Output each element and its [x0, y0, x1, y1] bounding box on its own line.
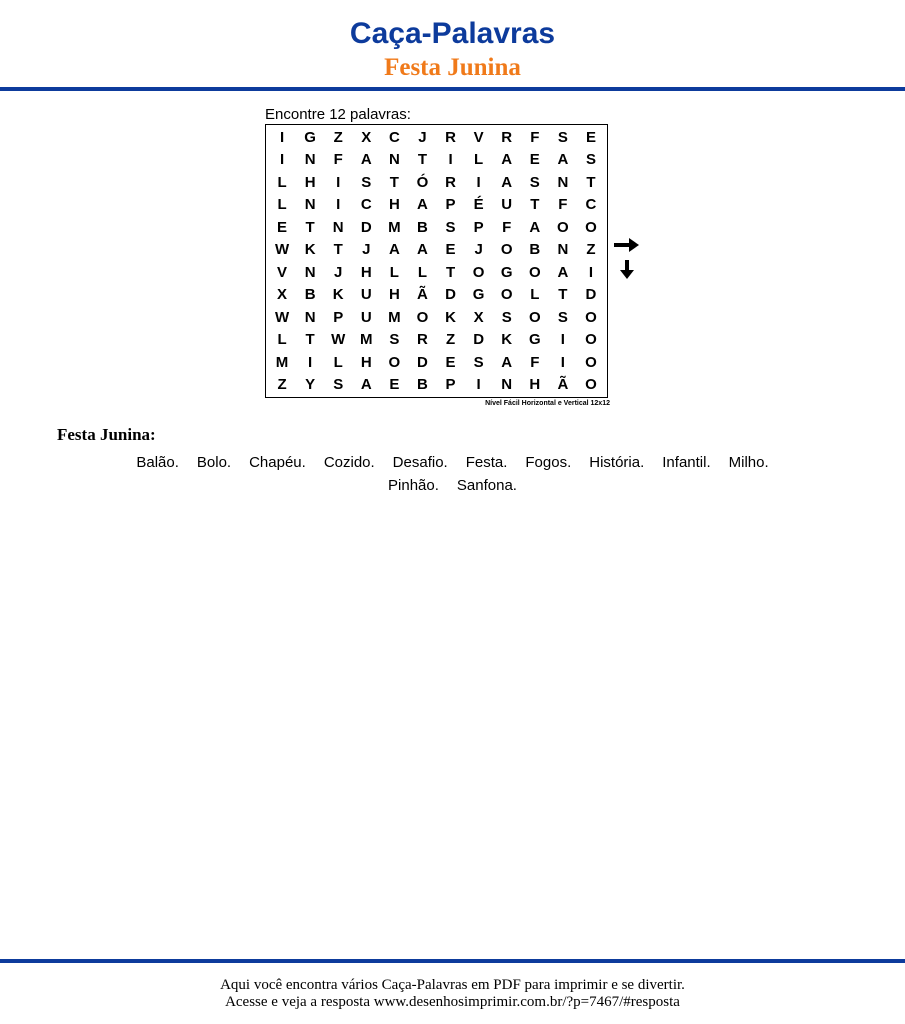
grid-cell: A	[557, 151, 569, 169]
grid-cell: K	[304, 241, 316, 259]
grid-cell: B	[304, 286, 316, 304]
grid-cell: T	[445, 263, 456, 281]
grid-cell: N	[304, 151, 316, 169]
grid-cell: N	[304, 196, 316, 214]
grid-cell: O	[585, 308, 597, 326]
grid-cell: L	[277, 173, 287, 191]
grid-cell: I	[308, 353, 313, 371]
grid-cell: B	[417, 218, 428, 236]
grid-cell: O	[528, 308, 541, 326]
grid-cell: I	[560, 353, 565, 371]
word-list-title: Festa Junina:	[57, 425, 156, 444]
grid-cell: K	[332, 286, 344, 304]
grid-cell: T	[530, 196, 540, 214]
grid-cell: I	[588, 263, 594, 281]
grid-cell: O	[388, 353, 401, 371]
grid-cell: U	[501, 196, 513, 214]
grid-cell: G	[472, 286, 485, 304]
word-item: Balão.	[136, 454, 179, 471]
page-title: Caça-Palavras	[349, 17, 556, 50]
grid-cell: S	[361, 173, 372, 191]
grid-cell: S	[529, 173, 540, 191]
grid-cell: F	[502, 218, 512, 236]
grid-cell: O	[528, 263, 541, 281]
grid-cell: C	[585, 196, 597, 214]
grid-cell: H	[304, 173, 316, 191]
word-list-line-1	[60, 451, 845, 474]
grid-cell: D	[417, 353, 428, 371]
page-subtitle: Festa Junina	[384, 54, 521, 81]
grid-cell: M	[388, 308, 401, 326]
grid-cell: I	[279, 151, 285, 169]
grid-cell: A	[501, 353, 513, 371]
grid-cell: J	[474, 241, 483, 259]
grid-cell: H	[388, 196, 400, 214]
footer-divider	[0, 959, 905, 963]
grid-cell: B	[529, 241, 541, 259]
grid-cell: U	[360, 308, 372, 326]
grid-cell: G	[500, 263, 513, 281]
grid-cell: T	[333, 241, 343, 259]
grid-cell: R	[501, 128, 513, 146]
grid-cell: H	[360, 263, 372, 281]
grid-cell: I	[279, 128, 285, 146]
grid-cell: E	[529, 151, 540, 169]
grid-cell: S	[473, 353, 484, 371]
grid-cell: N	[557, 173, 569, 191]
grid-cell: B	[417, 376, 428, 394]
grid-cell: Z	[586, 241, 596, 259]
grid-cell: W	[274, 308, 290, 326]
grid-cell: P	[445, 376, 456, 394]
grid-cell: S	[557, 128, 568, 146]
grid-cell: G	[304, 128, 316, 146]
grid-cell: S	[585, 151, 596, 169]
grid-cell: S	[501, 308, 512, 326]
grid-cell: R	[445, 128, 456, 146]
grid-cell: Z	[445, 331, 456, 349]
grid-cell: O	[557, 218, 569, 236]
grid-cell: C	[388, 128, 400, 146]
grid-cell: A	[417, 196, 428, 214]
grid-cell: J	[334, 263, 343, 281]
grid-cell: E	[445, 353, 456, 371]
grid-cell: H	[360, 353, 372, 371]
grid-cell: A	[501, 151, 513, 169]
grid-cell: L	[417, 263, 428, 281]
grid-cell: K	[445, 308, 456, 326]
grid-cell: A	[360, 376, 372, 394]
grid-cell: T	[586, 173, 596, 191]
grid-cell: T	[558, 286, 568, 304]
direction-arrows	[613, 236, 643, 280]
grid-cell: F	[333, 151, 343, 169]
grid-cell: F	[558, 196, 568, 214]
word-list	[60, 451, 845, 497]
grid-cell: N	[501, 376, 513, 394]
grid-cell: L	[277, 196, 287, 214]
puzzle-instruction: Encontre 12 palavras:	[265, 106, 411, 123]
grid-cell: N	[557, 241, 569, 259]
grid-cell: R	[445, 173, 456, 191]
grid-cell: S	[389, 331, 400, 349]
word-item: Festa.	[465, 454, 508, 471]
grid-cell: Z	[333, 128, 343, 146]
arrow-down-icon	[620, 260, 634, 279]
grid-cell: X	[277, 286, 288, 304]
grid-cell: C	[360, 196, 372, 214]
grid-cell: W	[331, 331, 346, 349]
grid-cell: T	[305, 218, 315, 236]
grid-cell: J	[362, 241, 371, 259]
word-item: Desafio.	[392, 454, 448, 471]
grid-cell: O	[472, 263, 485, 281]
grid-cell: E	[277, 218, 288, 236]
grid-cell: D	[360, 218, 372, 236]
grid-cell: Ã	[417, 286, 428, 304]
grid-cell: V	[473, 128, 484, 146]
word-item: Infantil.	[662, 454, 711, 471]
grid-cell: P	[445, 196, 456, 214]
footer-line-2: Acesse e veja a resposta www.desenhosimprimir.com.br/?p=7467/#resposta	[225, 994, 680, 1010]
grid-cell: T	[305, 331, 315, 349]
grid-cell: E	[445, 241, 456, 259]
word-item: História.	[589, 454, 645, 471]
word-item: Fogos.	[525, 454, 572, 471]
grid-cell: O	[585, 376, 597, 394]
header-divider	[0, 87, 905, 91]
word-item: Milho.	[728, 454, 769, 471]
grid-cell: O	[585, 353, 597, 371]
grid-cell: X	[473, 308, 484, 326]
grid-cell: O	[500, 241, 513, 259]
level-note: Nível Fácil Horizontal e Vertical 12x12	[485, 400, 610, 407]
grid-cell: L	[389, 263, 399, 281]
footer-line-1: Aqui você encontra vários Caça-Palavras em PDF para imprimir e se divertir.	[220, 977, 685, 993]
grid-cell: A	[417, 241, 428, 259]
grid-cell: Ó	[416, 173, 429, 191]
grid-cell: L	[530, 286, 540, 304]
grid-cell: R	[417, 331, 428, 349]
grid-cell: F	[530, 353, 540, 371]
grid-cell: M	[388, 218, 401, 236]
grid-cell: L	[277, 331, 287, 349]
grid-cell: A	[501, 173, 513, 191]
grid-cell: S	[557, 308, 568, 326]
grid-cell: A	[529, 218, 541, 236]
word-item: Chapéu.	[249, 454, 306, 471]
grid-cell: T	[417, 151, 428, 169]
word-item: Sanfona.	[456, 477, 517, 494]
word-list-line-2	[60, 474, 845, 497]
grid-cell: D	[585, 286, 597, 304]
grid-cell: T	[389, 173, 399, 191]
word-item: Pinhão.	[388, 477, 439, 494]
grid-cell: A	[557, 263, 569, 281]
grid-cell: O	[416, 308, 429, 326]
grid-cell: X	[361, 128, 372, 146]
grid-cell: U	[360, 286, 372, 304]
grid-cell: L	[333, 353, 343, 371]
grid-cell: S	[445, 218, 456, 236]
grid-cell: N	[388, 151, 400, 169]
grid-cell: N	[304, 308, 316, 326]
grid-cell: D	[445, 286, 456, 304]
grid-cell: A	[360, 151, 372, 169]
grid-cell: G	[528, 331, 541, 349]
grid-cell: M	[360, 331, 373, 349]
grid-cell: I	[336, 196, 341, 214]
grid-cell: I	[448, 151, 453, 169]
grid-cell: M	[275, 353, 289, 371]
word-item: Bolo.	[196, 454, 232, 471]
grid-cell: N	[332, 218, 344, 236]
grid-cell: A	[388, 241, 400, 259]
grid-cell: L	[474, 151, 484, 169]
grid-cell: V	[277, 263, 288, 281]
grid-cell: K	[501, 331, 513, 349]
grid-cell: D	[473, 331, 485, 349]
word-search-grid	[265, 124, 608, 398]
grid-cell: J	[418, 128, 427, 146]
grid-cell: P	[473, 218, 484, 236]
grid-cell: I	[560, 331, 565, 349]
grid-cell: F	[530, 128, 540, 146]
grid-cell: O	[500, 286, 513, 304]
grid-cell: Ã	[557, 376, 569, 394]
grid-cell: H	[388, 286, 400, 304]
grid-cell: O	[585, 331, 597, 349]
grid-cell: E	[389, 376, 400, 394]
grid-cell: H	[529, 376, 541, 394]
grid-cell: I	[476, 173, 481, 191]
grid-cell: O	[585, 218, 597, 236]
word-item: Cozido.	[323, 454, 375, 471]
grid-cell: P	[333, 308, 344, 326]
grid-cell: E	[585, 128, 596, 146]
grid-cell: Z	[277, 376, 287, 394]
grid-cell: S	[333, 376, 344, 394]
grid-cell: I	[336, 173, 341, 191]
grid-cell: Y	[305, 376, 316, 394]
grid-cell: W	[274, 241, 290, 259]
arrow-right-icon	[614, 238, 639, 252]
grid-cell: N	[304, 263, 316, 281]
grid-cell: I	[476, 376, 481, 394]
grid-cell: É	[473, 196, 484, 214]
